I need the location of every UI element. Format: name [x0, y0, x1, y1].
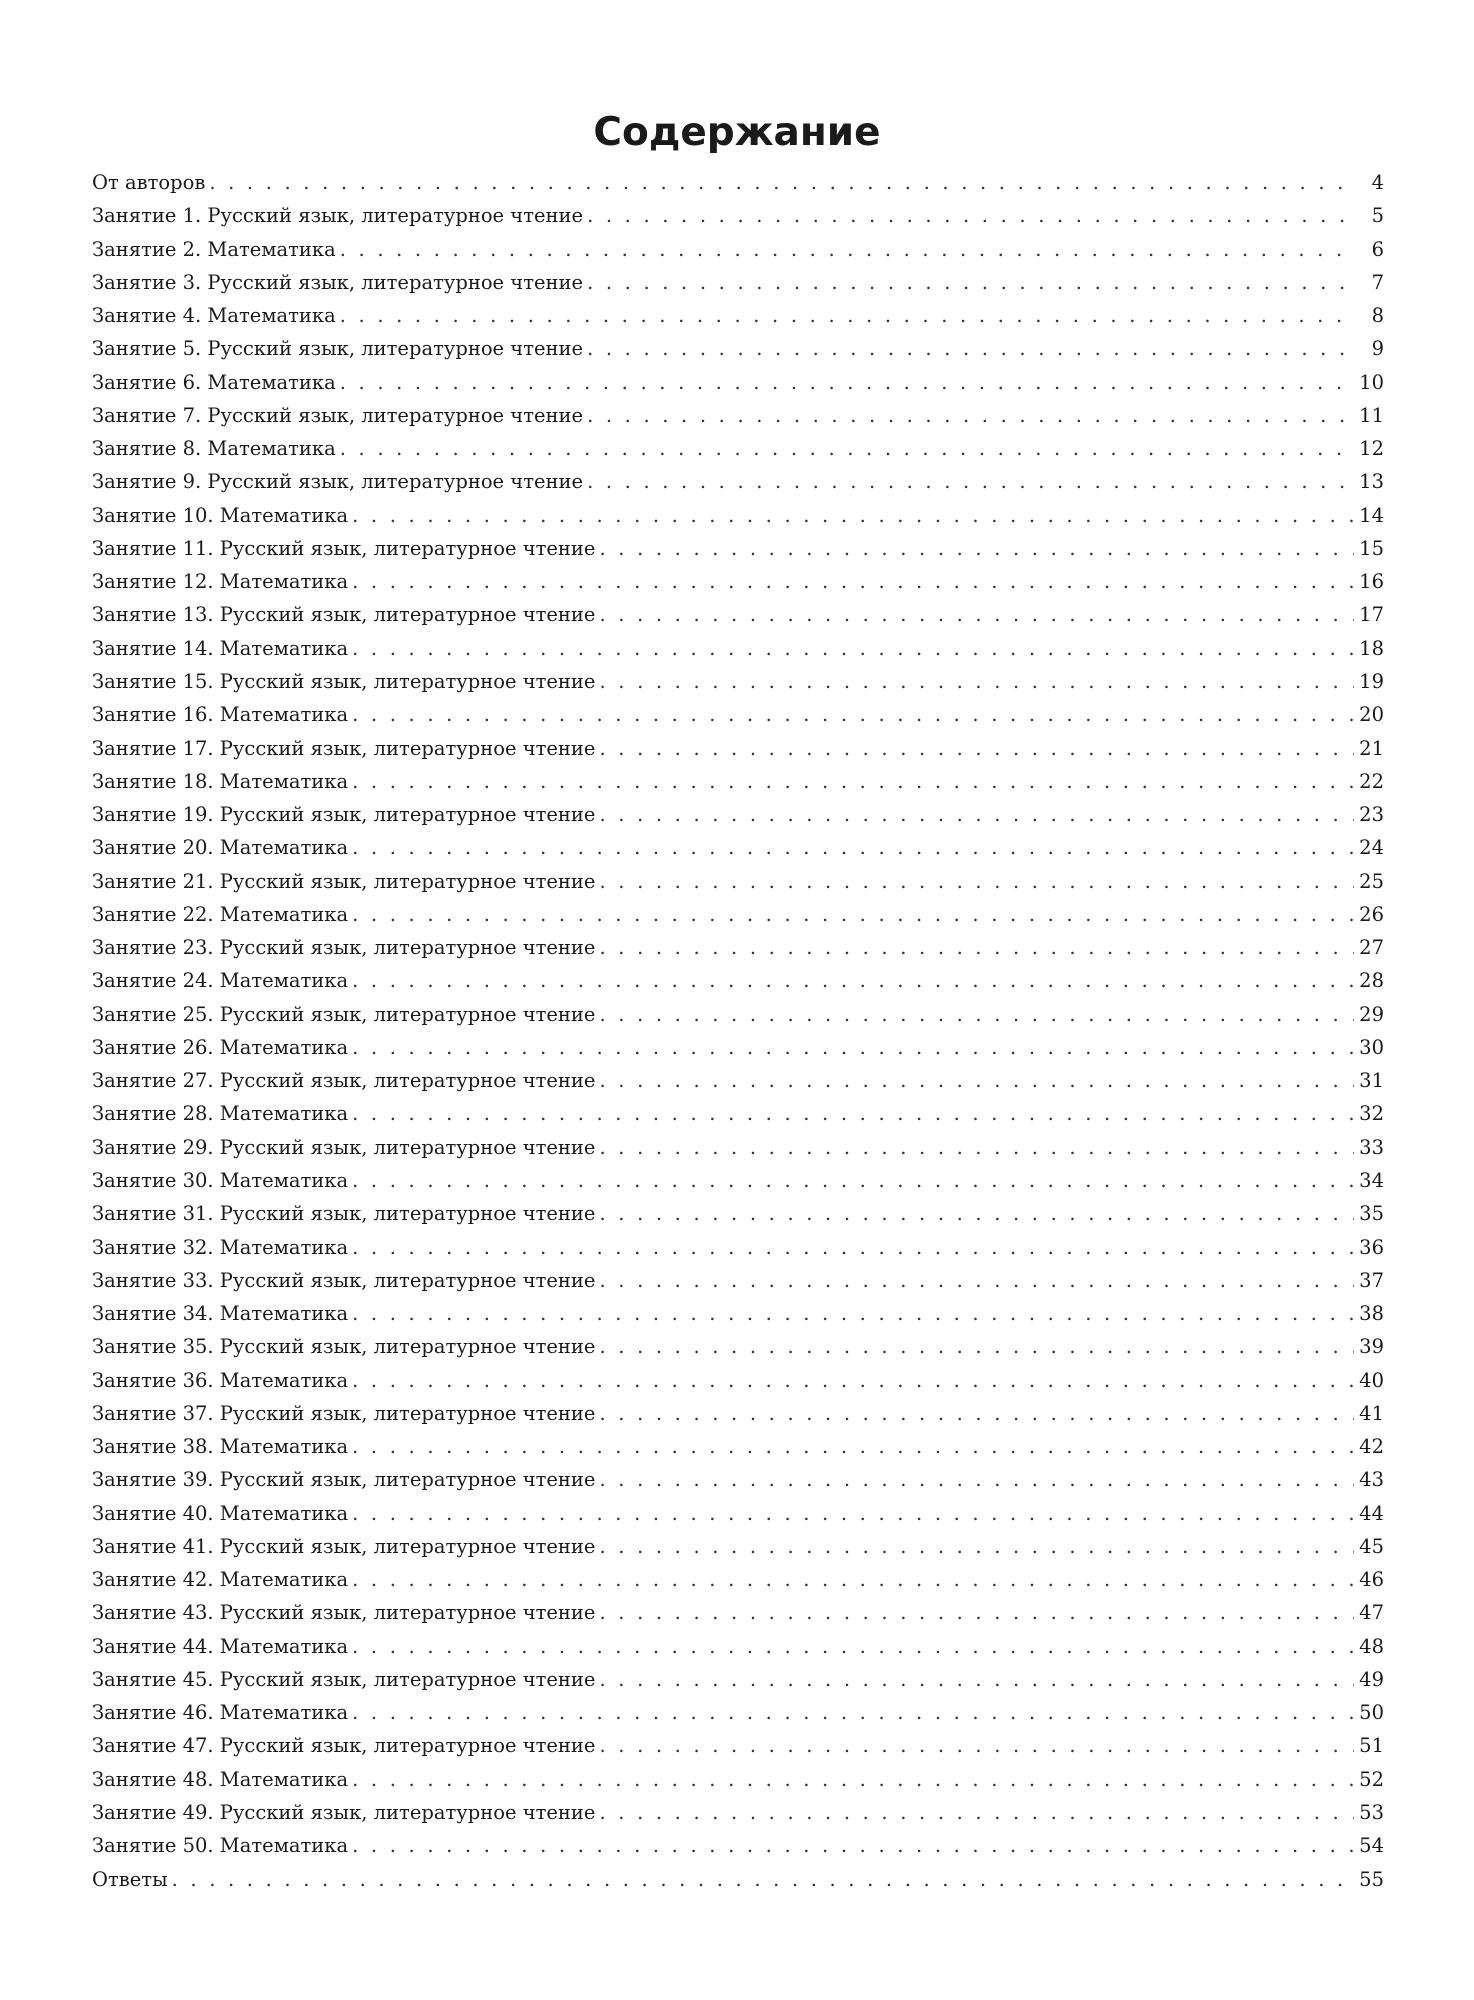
toc-entry-label: Занятие 26. Математика [92, 1035, 349, 1059]
toc-entry-page-number: 48 [1359, 1634, 1384, 1658]
toc-entry-label: Занятие 30. Математика [92, 1168, 349, 1192]
toc-dot-leader [599, 1197, 1354, 1230]
toc-entry-label: Занятие 19. Русский язык, литературное чтение [92, 803, 596, 827]
toc-entry[interactable] [92, 798, 1384, 831]
toc-dot-leader [599, 1729, 1354, 1762]
toc-entry-page-number: 35 [1359, 1202, 1384, 1226]
toc-entry-label: Занятие 40. Математика [92, 1501, 349, 1525]
toc-entry[interactable] [92, 465, 1384, 498]
toc-entry-page-number: 47 [1359, 1601, 1384, 1625]
toc-entry-label: Занятие 5. Русский язык, литературное чтение [92, 337, 584, 361]
toc-entry[interactable] [92, 732, 1384, 765]
toc-entry-label: От авторов [92, 171, 206, 194]
toc-dot-leader [352, 1630, 1354, 1663]
toc-entry-page-number: 50 [1359, 1701, 1384, 1725]
toc-entry[interactable] [92, 831, 1384, 864]
toc-entry[interactable] [92, 1497, 1384, 1530]
toc-entry[interactable] [92, 266, 1384, 299]
toc-entry-page-number: 37 [1359, 1268, 1384, 1292]
toc-dot-leader [352, 1696, 1354, 1729]
toc-entry[interactable] [92, 1696, 1384, 1729]
toc-entry-page-number: 51 [1359, 1734, 1384, 1758]
toc-entry[interactable] [92, 565, 1384, 598]
toc-entry-page-number: 54 [1359, 1834, 1384, 1858]
toc-entry-label: Занятие 12. Математика [92, 570, 349, 594]
toc-entry-label: Занятие 25. Русский язык, литературное чтение [92, 1002, 596, 1026]
toc-entry-page-number: 16 [1359, 570, 1384, 594]
toc-entry[interactable] [92, 998, 1384, 1031]
toc-entry[interactable] [92, 632, 1384, 665]
toc-entry-page-number: 4 [1371, 171, 1384, 194]
toc-entry-label: Занятие 47. Русский язык, литературное чтение [92, 1734, 596, 1758]
toc-entry[interactable] [92, 1596, 1384, 1629]
toc-dot-leader [599, 732, 1354, 765]
toc-entry-label: Занятие 13. Русский язык, литературное чтение [92, 603, 596, 627]
toc-entry[interactable] [92, 332, 1384, 365]
toc-entry-page-number: 52 [1359, 1767, 1384, 1791]
toc-entry[interactable] [92, 166, 1384, 199]
toc-dot-leader [599, 1330, 1354, 1363]
toc-entry[interactable] [92, 1297, 1384, 1330]
toc-entry-label: Занятие 37. Русский язык, литературное чтение [92, 1401, 596, 1425]
toc-entry[interactable] [92, 1031, 1384, 1064]
toc-dot-leader [599, 1463, 1354, 1496]
toc-entry-label: Занятие 35. Русский язык, литературное чтение [92, 1335, 596, 1359]
toc-entry-label: Занятие 36. Математика [92, 1368, 349, 1392]
toc-entry-page-number: 42 [1359, 1435, 1384, 1459]
toc-entry-page-number: 19 [1359, 669, 1384, 693]
toc-dot-leader [599, 532, 1354, 565]
toc-dot-leader [352, 831, 1354, 864]
toc-entry-page-number: 29 [1359, 1002, 1384, 1026]
toc-entry-label: Занятие 18. Математика [92, 769, 349, 793]
toc-entry-page-number: 6 [1371, 237, 1384, 261]
toc-dot-leader [599, 865, 1354, 898]
toc-entry-page-number: 7 [1371, 270, 1384, 294]
toc-dot-leader [352, 1164, 1354, 1197]
toc-dot-leader [587, 399, 1354, 432]
toc-entry-label: Занятие 46. Математика [92, 1701, 349, 1725]
toc-entry-label: Занятие 24. Математика [92, 969, 349, 993]
toc-entry-label: Занятие 29. Русский язык, литературное чтение [92, 1135, 596, 1159]
toc-entry-page-number: 49 [1359, 1667, 1384, 1691]
toc-entry-label: Занятие 45. Русский язык, литературное чтение [92, 1667, 596, 1691]
toc-entry[interactable] [92, 1397, 1384, 1430]
toc-entry[interactable] [92, 765, 1384, 798]
toc-dot-leader [587, 465, 1354, 498]
toc-entry-page-number: 14 [1359, 503, 1384, 527]
toc-entry-label: Занятие 8. Математика [92, 437, 336, 461]
toc-entry-label: Занятие 16. Математика [92, 703, 349, 727]
toc-dot-leader [352, 499, 1354, 532]
toc-entry[interactable] [92, 698, 1384, 731]
toc-entry-page-number: 53 [1359, 1801, 1384, 1825]
toc-entry[interactable] [92, 499, 1384, 532]
toc-entry[interactable] [92, 665, 1384, 698]
toc-entry-page-number: 40 [1359, 1368, 1384, 1392]
toc-entry-page-number: 11 [1359, 403, 1384, 427]
toc-dot-leader [352, 898, 1354, 931]
toc-entry-label: Занятие 4. Математика [92, 304, 336, 328]
toc-entry-label: Занятие 34. Математика [92, 1302, 349, 1326]
toc-entry-page-number: 44 [1359, 1501, 1384, 1525]
toc-dot-leader [352, 1829, 1354, 1862]
toc-entry[interactable] [92, 1563, 1384, 1596]
toc-entry-label: Занятие 38. Математика [92, 1435, 349, 1459]
toc-dot-leader [599, 1264, 1354, 1297]
toc-entry[interactable] [92, 1630, 1384, 1663]
toc-entry[interactable] [92, 1097, 1384, 1130]
toc-dot-leader [352, 1763, 1354, 1796]
toc-entry[interactable] [92, 532, 1384, 565]
toc-entry-label: Занятие 43. Русский язык, литературное чтение [92, 1601, 596, 1625]
toc-entry-label: Занятие 32. Математика [92, 1235, 349, 1259]
toc-entry[interactable] [92, 1463, 1384, 1496]
toc-dot-leader [599, 1397, 1354, 1430]
toc-entry-label: Занятие 33. Русский язык, литературное чтение [92, 1268, 596, 1292]
toc-dot-leader [599, 798, 1354, 831]
toc-entry-label: Ответы [92, 1867, 168, 1891]
toc-dot-leader [209, 166, 1354, 199]
toc-entry[interactable] [92, 432, 1384, 465]
toc-entry-label: Занятие 21. Русский язык, литературное чтение [92, 869, 596, 893]
toc-dot-leader [340, 366, 1354, 399]
toc-dot-leader [352, 1231, 1354, 1264]
toc-entry-page-number: 8 [1371, 304, 1384, 328]
toc-entry-page-number: 31 [1359, 1069, 1384, 1093]
toc-dot-leader [352, 1097, 1354, 1130]
toc-entry[interactable] [92, 1264, 1384, 1297]
toc-entry-label: Занятие 48. Математика [92, 1767, 349, 1791]
toc-dot-leader [340, 432, 1354, 465]
toc-dot-leader [599, 665, 1354, 698]
toc-dot-leader [587, 266, 1354, 299]
toc-entry[interactable] [92, 1530, 1384, 1563]
toc-dot-leader [599, 931, 1354, 964]
toc-entry-page-number: 38 [1359, 1302, 1384, 1326]
toc-entry[interactable] [92, 1330, 1384, 1363]
toc-entry-page-number: 21 [1359, 736, 1384, 760]
toc-entry-page-number: 46 [1359, 1568, 1384, 1592]
toc-dot-leader [352, 1563, 1354, 1596]
toc-entry[interactable] [92, 233, 1384, 266]
toc-entry-label: Занятие 44. Математика [92, 1634, 349, 1658]
toc-entry-page-number: 12 [1359, 437, 1384, 461]
toc-dot-leader [172, 1863, 1354, 1896]
toc-entry-page-number: 32 [1359, 1102, 1384, 1126]
toc-entry[interactable] [92, 1164, 1384, 1197]
toc-entry-label: Занятие 22. Математика [92, 902, 349, 926]
toc-dot-leader [352, 1297, 1354, 1330]
toc-entry-page-number: 22 [1359, 769, 1384, 793]
toc-dot-leader [352, 1031, 1354, 1064]
toc-entry-page-number: 20 [1359, 703, 1384, 727]
toc-entry-page-number: 23 [1359, 803, 1384, 827]
toc-entry-page-number: 33 [1359, 1135, 1384, 1159]
toc-entry[interactable] [92, 1729, 1384, 1762]
toc-entry[interactable] [92, 1364, 1384, 1397]
toc-entry-label: Занятие 17. Русский язык, литературное чтение [92, 736, 596, 760]
toc-entry-page-number: 41 [1359, 1401, 1384, 1425]
toc-dot-leader [352, 964, 1354, 997]
toc-dot-leader [340, 233, 1354, 266]
toc-entry-label: Занятие 2. Математика [92, 237, 336, 261]
toc-dot-leader [599, 1663, 1354, 1696]
toc-entry[interactable] [92, 199, 1384, 232]
toc-entry-page-number: 17 [1359, 603, 1384, 627]
toc-entry-page-number: 27 [1359, 936, 1384, 960]
toc-entry[interactable] [92, 1829, 1384, 1862]
toc-entry[interactable] [92, 1231, 1384, 1264]
toc-entry[interactable] [92, 1131, 1384, 1164]
toc-entry[interactable] [92, 299, 1384, 332]
toc-dot-leader [599, 598, 1354, 631]
toc-entry-page-number: 39 [1359, 1335, 1384, 1359]
toc-entry-page-number: 25 [1359, 869, 1384, 893]
toc-entry-page-number: 45 [1359, 1534, 1384, 1558]
toc-dot-leader [599, 1064, 1354, 1097]
toc-entry-label: Занятие 6. Математика [92, 370, 336, 394]
toc-entry-label: Занятие 14. Математика [92, 636, 349, 660]
toc-entry-page-number: 43 [1359, 1468, 1384, 1492]
toc-dot-leader [352, 698, 1354, 731]
toc-entry-label: Занятие 3. Русский язык, литературное чтение [92, 270, 584, 294]
page-title: Содержание [593, 110, 881, 155]
toc-entry[interactable] [92, 366, 1384, 399]
toc-entry-page-number: 24 [1359, 836, 1384, 860]
toc-dot-leader [340, 299, 1354, 332]
toc-entry[interactable] [92, 399, 1384, 432]
toc-dot-leader [352, 765, 1354, 798]
toc-entry-page-number: 36 [1359, 1235, 1384, 1259]
toc-dot-leader [352, 1364, 1354, 1397]
toc-entry[interactable] [92, 1796, 1384, 1829]
toc-entry[interactable] [92, 1064, 1384, 1097]
toc-entry-label: Занятие 11. Русский язык, литературное чтение [92, 536, 596, 560]
toc-entry-page-number: 30 [1359, 1035, 1384, 1059]
toc-entry[interactable] [92, 1197, 1384, 1230]
toc-entry[interactable] [92, 865, 1384, 898]
toc-entry-page-number: 10 [1359, 370, 1384, 394]
toc-dot-leader [599, 1796, 1354, 1829]
toc-dot-leader [587, 199, 1354, 232]
toc-dot-leader [599, 1596, 1354, 1629]
toc-entry-label: Занятие 28. Математика [92, 1102, 349, 1126]
toc-entry-label: Занятие 39. Русский язык, литературное чтение [92, 1468, 596, 1492]
toc-entry-label: Занятие 1. Русский язык, литературное чтение [92, 204, 584, 228]
toc-entry[interactable] [92, 931, 1384, 964]
toc-entry-label: Занятие 7. Русский язык, литературное чтение [92, 403, 584, 427]
toc-dot-leader [599, 1530, 1354, 1563]
toc-entry[interactable] [92, 1430, 1384, 1463]
toc-entry-label: Занятие 9. Русский язык, литературное чтение [92, 470, 584, 494]
toc-dot-leader [352, 632, 1354, 665]
toc-entry-label: Занятие 42. Математика [92, 1568, 349, 1592]
toc-entry[interactable] [92, 598, 1384, 631]
toc-entry-label: Занятие 27. Русский язык, литературное чтение [92, 1069, 596, 1093]
toc-dot-leader [587, 332, 1354, 365]
toc-entry[interactable] [92, 1763, 1384, 1796]
toc-entry-page-number: 9 [1371, 337, 1384, 361]
toc-entry-page-number: 18 [1359, 636, 1384, 660]
toc-entry-page-number: 55 [1359, 1867, 1384, 1891]
toc-entry-label: Занятие 49. Русский язык, литературное чтение [92, 1801, 596, 1825]
toc-entry-page-number: 15 [1359, 536, 1384, 560]
toc-entry-page-number: 28 [1359, 969, 1384, 993]
toc-entry-page-number: 5 [1371, 204, 1384, 228]
toc-entry-label: Занятие 31. Русский язык, литературное чтение [92, 1202, 596, 1226]
toc-dot-leader [352, 1430, 1354, 1463]
toc-entry-label: Занятие 10. Математика [92, 503, 349, 527]
toc-entry[interactable] [92, 898, 1384, 931]
toc-entry-page-number: 34 [1359, 1168, 1384, 1192]
toc-dot-leader [599, 1131, 1354, 1164]
toc-dot-leader [599, 998, 1354, 1031]
toc-entry-label: Занятие 20. Математика [92, 836, 349, 860]
table-of-contents [92, 166, 1384, 1896]
toc-entry-page-number: 13 [1359, 470, 1384, 494]
toc-entry[interactable] [92, 1863, 1384, 1896]
toc-entry-label: Занятие 15. Русский язык, литературное чтение [92, 669, 596, 693]
toc-entry-label: Занятие 50. Математика [92, 1834, 349, 1858]
toc-dot-leader [352, 1497, 1354, 1530]
toc-entry[interactable] [92, 1663, 1384, 1696]
toc-entry-label: Занятие 23. Русский язык, литературное чтение [92, 936, 596, 960]
toc-entry-label: Занятие 41. Русский язык, литературное чтение [92, 1534, 596, 1558]
toc-dot-leader [352, 565, 1354, 598]
toc-entry[interactable] [92, 964, 1384, 997]
toc-entry-page-number: 26 [1359, 902, 1384, 926]
